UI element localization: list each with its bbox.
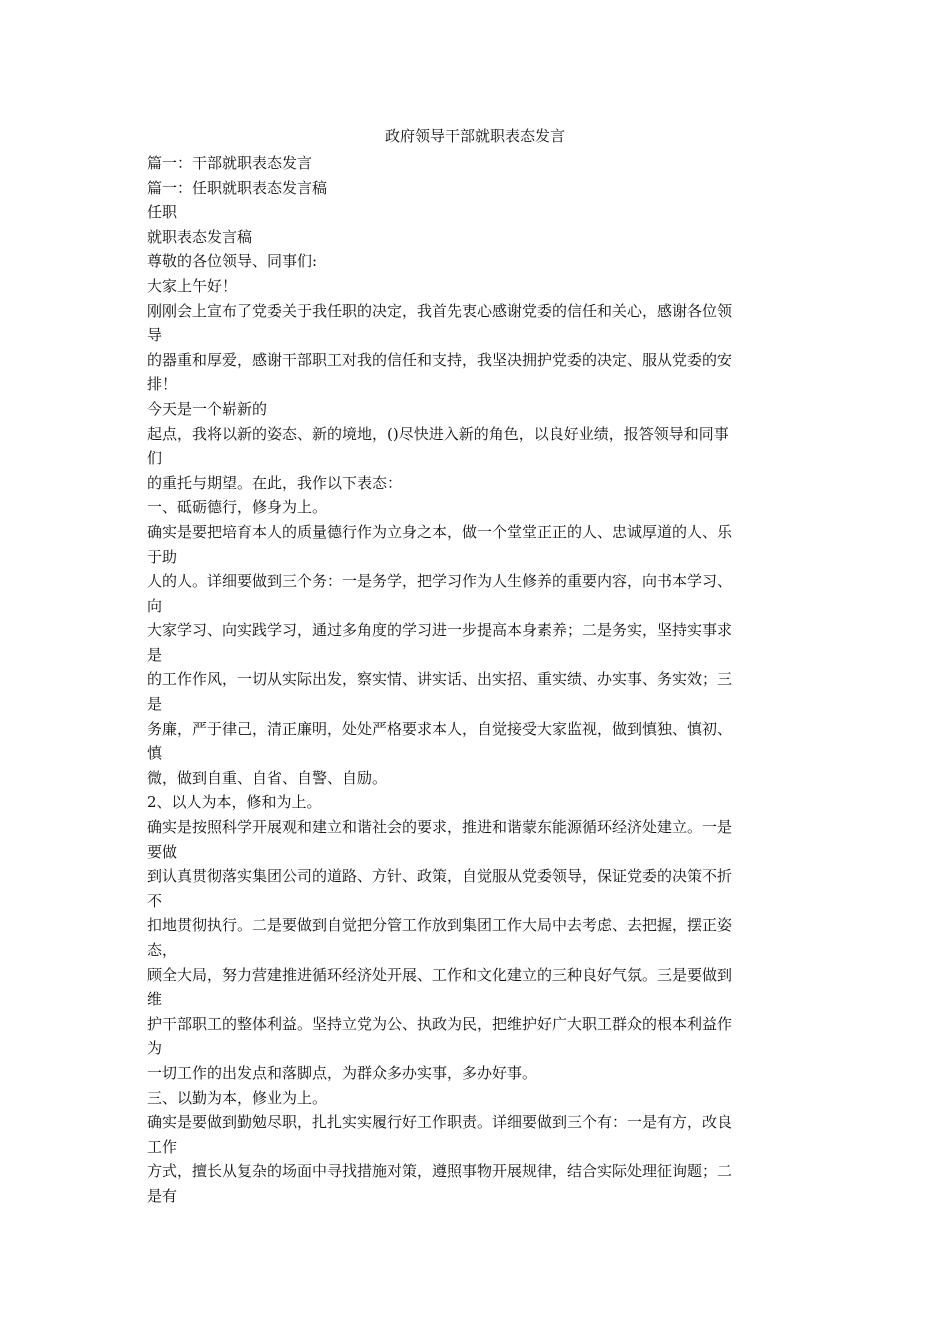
text-line: 排！ [147, 375, 178, 394]
text-line: 任职 [147, 203, 178, 222]
text-line: 是 [147, 695, 163, 714]
text-line: 顾全大局，努力营建推进循环经济处开展、工作和文化建立的三种良好气氛。三是要做到 [147, 965, 733, 984]
text-line: 向 [147, 596, 163, 615]
text-line: 是有 [147, 1186, 178, 1205]
text-line: 刚刚会上宣布了党委关于我任职的决定，我首先衷心感谢党委的信任和关心，感谢各位领 [147, 301, 733, 320]
text-line: 微，做到自重、自省、自警、自励。 [147, 768, 388, 787]
text-line: 大家学习、向实践学习，通过多角度的学习进一步提高本身素养；二是务实，坚持实事求 [147, 621, 733, 640]
text-line: 篇一：干部就职表态发言 [147, 154, 313, 172]
text-line: 于助 [147, 547, 178, 566]
text-line: 2、以人为本，修和为上。 [147, 793, 322, 812]
text-line: 们 [147, 449, 163, 468]
text-line: 方式，擅长从复杂的场面中寻找措施对策，遵照事物开展规律，结合实际处理征询题；二 [147, 1162, 733, 1181]
text-line: 要做 [147, 842, 178, 861]
text-line: 确实是按照科学开展观和建立和谐社会的要求，推进和谐蒙东能源循环经济处建立。一是 [147, 818, 733, 837]
text-line: 的重托与期望。在此，我作以下表态： [147, 473, 403, 492]
text-line: 确实是要把培育本人的质量德行作为立身之本，做一个堂堂正正的人、忠诚厚道的人、乐 [147, 522, 733, 541]
text-line: 大家上午好！ [147, 276, 238, 295]
text-line: 态， [147, 941, 178, 959]
document-body [147, 151, 827, 1209]
text-line: 工作 [147, 1137, 178, 1156]
text-line: 到认真贯彻落实集团公司的道路、方针、政策，自觉服从党委领导，保证党委的决策不折 [147, 867, 733, 886]
text-line: 导 [147, 326, 163, 345]
text-line: 的器重和厚爱，感谢干部职工对我的信任和支持，我坚决拥护党委的决定、服从党委的安 [147, 350, 733, 369]
text-line: 的工作作风，一切从实际出发，察实情、讲实话、出实招、重实绩、办实事、务实效；三 [147, 670, 733, 689]
text-line: 就职表态发言稿 [147, 227, 253, 246]
text-line: 一、砥砺德行，修身为上。 [147, 498, 328, 517]
text-line: 起点，我将以新的姿态、新的境地，()尽快进入新的角色，以良好业绩，报答领导和同事 [147, 424, 729, 443]
text-line: 不 [147, 891, 163, 910]
text-line: 今天是一个崭新的 [147, 399, 268, 418]
text-line: 务廉，严于律己，清正廉明，处处严格要求本人，自觉接受大家监视，做到慎独、慎初、 [147, 719, 733, 738]
document-title: 政府领导干部就职表态发言 [384, 127, 565, 145]
text-line: 为 [147, 1039, 163, 1058]
text-line: 是 [147, 645, 163, 664]
text-line: 一切工作的出发点和落脚点，为群众多办实事，多办好事。 [147, 1063, 538, 1082]
text-line: 三、以勤为本，修业为上。 [147, 1088, 328, 1107]
text-line: 护干部职工的整体利益。坚持立党为公、执政为民，把维护好广大职工群众的根本利益作 [147, 1014, 733, 1033]
text-line: 慎 [147, 744, 163, 763]
text-line: 扣地贯彻执行。二是要做到自觉把分管工作放到集团工作大局中去考虑、去把握，摆正姿 [147, 916, 733, 935]
text-line: 维 [147, 990, 163, 1009]
text-line: 篇一：任职就职表态发言稿 [147, 178, 328, 197]
text-line: 确实是要做到勤勉尽职，扎扎实实履行好工作职责。详细要做到三个有：一是有方，改良 [147, 1113, 733, 1132]
text-line: 人的人。详细要做到三个务：一是务学，把学习作为人生修养的重要内容，向书本学习、 [147, 572, 733, 591]
text-line: 尊敬的各位领导、同事们: [147, 252, 318, 271]
